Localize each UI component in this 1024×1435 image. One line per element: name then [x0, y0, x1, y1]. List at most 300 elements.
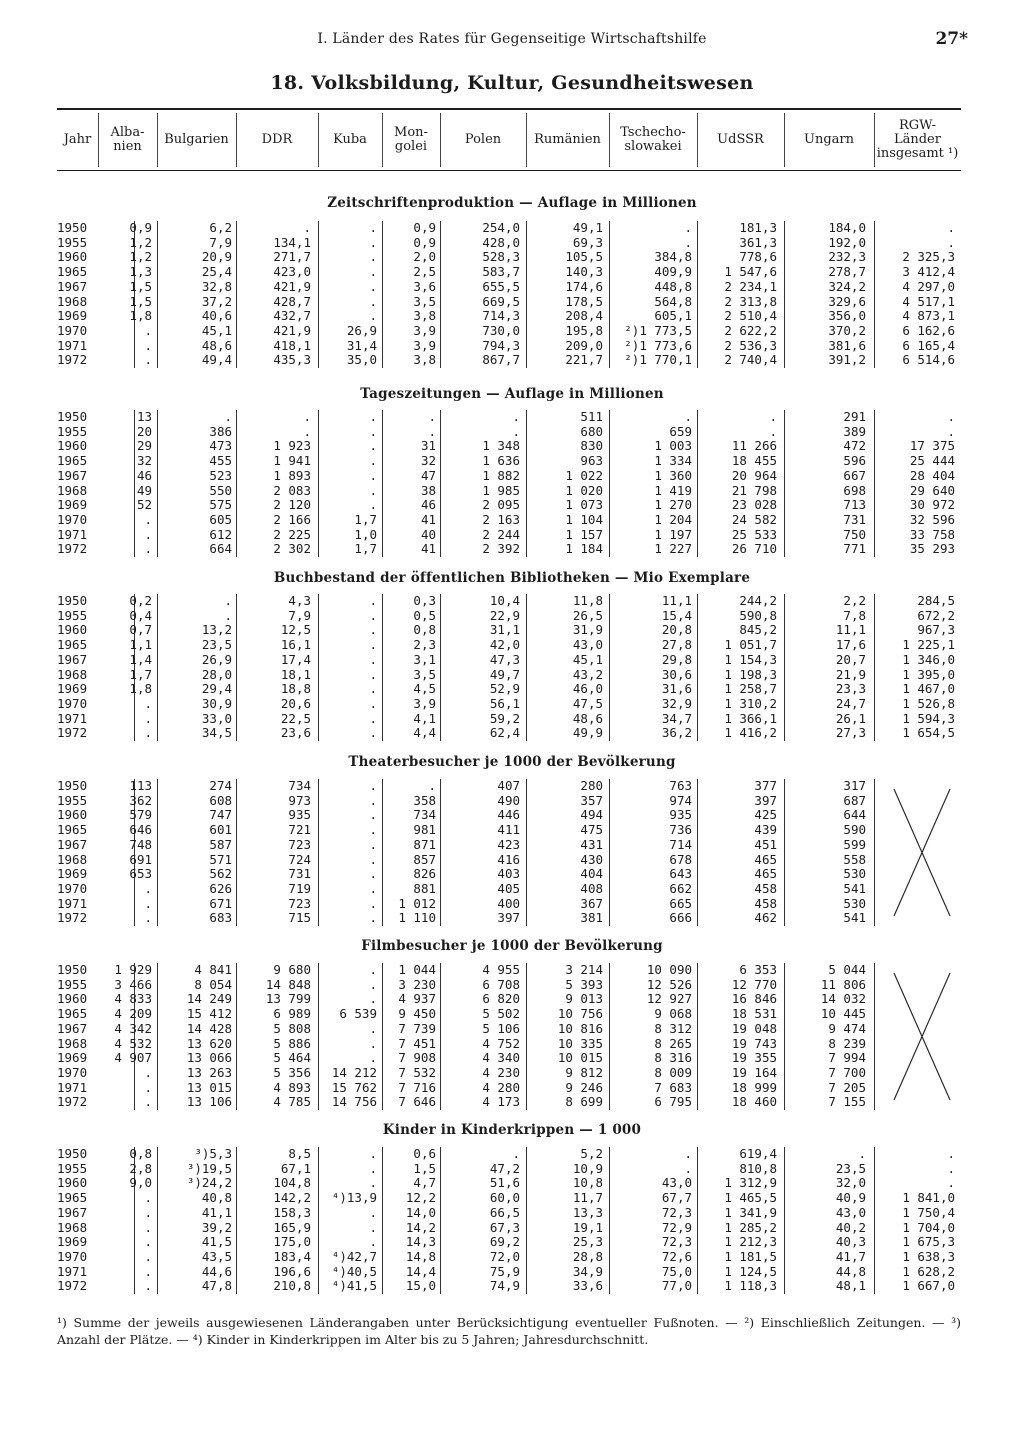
year-cell: 1968 [57, 293, 88, 309]
table-cell: 12 526 [646, 976, 692, 992]
table-cell: 6 165,4 [902, 337, 955, 353]
table-cell: 4 955 [482, 962, 520, 977]
year-cell: 1960 [57, 1175, 88, 1191]
year-cell: 1972 [57, 910, 88, 926]
year-cell: 1960 [57, 807, 88, 823]
table-cell: 34,7 [661, 710, 692, 726]
table-cell: 475 [580, 822, 603, 838]
table-cell: 8 699 [565, 1094, 603, 1110]
table-cell: 72,6 [661, 1248, 692, 1264]
table-cell: 48,1 [835, 1278, 866, 1294]
table-cell: 15 412 [186, 1006, 232, 1022]
year-cell: 1967 [57, 836, 88, 852]
table-cell: 46 [136, 467, 152, 483]
table-cell: 714 [669, 836, 692, 852]
table-cell: 1 258,7 [724, 681, 777, 697]
table-cell: 4 517,1 [902, 293, 955, 309]
table-cell: 10,8 [572, 1175, 603, 1191]
table-cell: 7 700 [828, 1064, 866, 1080]
table-cell: . [369, 1050, 377, 1066]
table-cell: 51,6 [489, 1175, 520, 1191]
table-cell: 662 [669, 880, 692, 896]
year-cell: 1971 [57, 1263, 88, 1279]
table-cell: . [369, 710, 377, 726]
table-cell: 370,2 [828, 322, 866, 338]
table-cell: 67,1 [280, 1160, 311, 1176]
table-cell: 11,1 [661, 593, 692, 608]
table-cell: 18 531 [731, 1006, 777, 1022]
table-cell: . [224, 593, 232, 608]
table-cell: 26 710 [731, 541, 777, 557]
table-cell: 5 886 [273, 1035, 311, 1051]
year-cell: 1950 [57, 220, 88, 235]
table-cell: 2 536,3 [724, 337, 777, 353]
table-cell: 1,0 [354, 526, 377, 542]
table-cell: 3,9 [413, 322, 436, 338]
table-cell: 1 929 [114, 962, 152, 977]
table-cell: 210,8 [273, 1278, 311, 1294]
table-cell: . [369, 681, 377, 697]
table-cell: 1,8 [129, 681, 152, 697]
table-cell: . [369, 866, 377, 882]
table-cell: . [369, 851, 377, 867]
year-cell: 1970 [57, 1248, 88, 1264]
column-divider [526, 113, 527, 167]
running-head: I. Länder des Rates für Gegenseitige Wirtschaftshilfe [317, 31, 707, 47]
table-cell: 473 [209, 438, 232, 454]
table-cell: 1,7 [129, 666, 152, 682]
table-cell: 23,5 [835, 1160, 866, 1176]
table-cell: 871 [413, 836, 436, 852]
table-cell: 587 [209, 836, 232, 852]
table-cell: 0,9 [413, 220, 436, 235]
table-cell: 20,9 [201, 249, 232, 265]
table-cell: 397 [497, 910, 520, 926]
table-cell: 41 [420, 541, 436, 557]
table-cell: 8 054 [194, 976, 232, 992]
table-cell: 41,7 [835, 1248, 866, 1264]
table-cell: 15,4 [661, 607, 692, 623]
table-cell: 244,2 [739, 593, 777, 608]
table-cell: . [369, 792, 377, 808]
table-cell: 4 937 [398, 991, 436, 1007]
table-cell: . [369, 695, 377, 711]
table-cell: 31,6 [661, 681, 692, 697]
table-cell: 9 068 [654, 1006, 692, 1022]
table-cell: . [369, 1219, 377, 1235]
table-cell: 407 [497, 778, 520, 793]
column-header: Tschecho- slowakei [620, 125, 686, 154]
table-cell: 1,5 [413, 1160, 436, 1176]
table-cell: 13,2 [201, 622, 232, 638]
table-cell: 20,7 [835, 651, 866, 667]
table-cell: . [512, 1146, 520, 1161]
table-cell: 142,2 [273, 1190, 311, 1206]
table-cell: 356,0 [828, 308, 866, 324]
table-cell: 2 225 [273, 526, 311, 542]
table-cell: 254,0 [482, 220, 520, 235]
table-cell: . [684, 220, 692, 235]
table-cell: . [369, 278, 377, 294]
table-cell: 472 [843, 438, 866, 454]
table-cell: 7 716 [398, 1079, 436, 1095]
table-cell: 209,0 [565, 337, 603, 353]
table-cell: 1 638,3 [902, 1248, 955, 1264]
table-cell: 731 [288, 866, 311, 882]
table-cell: 140,3 [565, 264, 603, 280]
table-cell: 46,0 [572, 681, 603, 697]
table-cell: 723 [288, 895, 311, 911]
table-cell: 20,6 [280, 695, 311, 711]
table-cell: 1 181,5 [724, 1248, 777, 1264]
table-cell: 75,9 [489, 1263, 520, 1279]
table-cell: . [769, 409, 777, 424]
table-cell: 963 [580, 453, 603, 469]
table-cell: 113 [129, 778, 152, 793]
table-cell: 271,7 [273, 249, 311, 265]
year-cell: 1960 [57, 249, 88, 265]
table-cell: 1 225,1 [902, 637, 955, 653]
table-cell: 4 342 [114, 1020, 152, 1036]
table-cell: 405 [497, 880, 520, 896]
table-cell: . [369, 220, 377, 235]
year-cell: 1955 [57, 423, 88, 439]
table-cell: 291 [843, 409, 866, 424]
table-cell: 3 230 [398, 976, 436, 992]
table-cell: 32,9 [661, 695, 692, 711]
table-cell: 1,2 [129, 249, 152, 265]
table-cell: 1 348 [482, 438, 520, 454]
table-cell: 748 [129, 836, 152, 852]
table-cell: 25,4 [201, 264, 232, 280]
table-cell: 1 636 [482, 453, 520, 469]
table-cell: 3,8 [413, 352, 436, 368]
table-cell: 104,8 [273, 1175, 311, 1191]
table-cell: 530 [843, 895, 866, 911]
column-divider [157, 113, 158, 167]
table-cell: . [224, 607, 232, 623]
table-cell: 11,1 [835, 622, 866, 638]
table-cell: 40 [420, 526, 436, 542]
table-cell: . [303, 423, 311, 439]
table-cell: 29 [136, 438, 152, 454]
table-cell: 44,6 [201, 1263, 232, 1279]
table-cell: 7 908 [398, 1050, 436, 1066]
table-cell: 14,4 [405, 1263, 436, 1279]
table-cell: 423,0 [273, 264, 311, 280]
table-cell: 18 999 [731, 1079, 777, 1095]
column-header: Bulgarien [164, 132, 229, 147]
table-cell: 0,3 [413, 593, 436, 608]
table-cell: 1 465,5 [724, 1190, 777, 1206]
table-cell: 31,9 [572, 622, 603, 638]
table-cell: 400 [497, 895, 520, 911]
column-header: Rumänien [534, 132, 601, 147]
year-cell: 1969 [57, 681, 88, 697]
table-cell: 10 445 [820, 1006, 866, 1022]
table-cell: 23,6 [280, 725, 311, 741]
table-cell: 27,8 [661, 637, 692, 653]
table-cell: 605 [209, 511, 232, 527]
table-cell: 196,6 [273, 1263, 311, 1279]
table-cell: 23,3 [835, 681, 866, 697]
table-cell: 7,9 [209, 234, 232, 250]
column-header: Kuba [333, 132, 367, 147]
year-cell: 1950 [57, 409, 88, 424]
table-cell: 208,4 [565, 308, 603, 324]
table-cell: 3,8 [413, 308, 436, 324]
table-cell: 183,4 [273, 1248, 311, 1264]
table-cell: 20 [136, 423, 152, 439]
table-cell: . [369, 1146, 377, 1161]
table-cell: 49,7 [489, 666, 520, 682]
table-cell: 1 419 [654, 482, 692, 498]
table-cell: 13 015 [186, 1079, 232, 1095]
table-cell: 0,8 [413, 622, 436, 638]
table-cell: 1 882 [482, 467, 520, 483]
table-cell: 329,6 [828, 293, 866, 309]
table-cell: 3,9 [413, 695, 436, 711]
year-cell: 1967 [57, 467, 88, 483]
table-cell: 9 812 [565, 1064, 603, 1080]
table-cell: 1 157 [565, 526, 603, 542]
table-cell: 184,0 [828, 220, 866, 235]
table-cell: 397 [754, 792, 777, 808]
table-cell: 719 [288, 880, 311, 896]
table-cell: 646 [129, 822, 152, 838]
year-cell: 1950 [57, 778, 88, 793]
table-cell: 43,0 [661, 1175, 692, 1191]
table-cell: 2 325,3 [902, 249, 955, 265]
table-cell: 680 [580, 423, 603, 439]
table-cell: 14 848 [265, 976, 311, 992]
year-cell: 1965 [57, 264, 88, 280]
table-cell: . [369, 1160, 377, 1176]
table-cell: 3,1 [413, 651, 436, 667]
table-cell: 5 502 [482, 1006, 520, 1022]
column-header: UdSSR [717, 132, 764, 147]
table-cell: 731 [843, 511, 866, 527]
table-cell: 181,3 [739, 220, 777, 235]
table-cell: 794,3 [482, 337, 520, 353]
year-cell: 1950 [57, 1146, 88, 1161]
table-cell: 75,0 [661, 1263, 692, 1279]
table-cell: . [369, 453, 377, 469]
table-cell: ²)1 773,5 [624, 322, 692, 338]
table-cell: 458 [754, 895, 777, 911]
table-cell: 8 312 [654, 1020, 692, 1036]
table-cell: 9 013 [565, 991, 603, 1007]
table-cell: 384,8 [654, 249, 692, 265]
table-cell: 2 313,8 [724, 293, 777, 309]
column-divider [440, 113, 441, 167]
table-cell: 357 [580, 792, 603, 808]
table-cell: 317 [843, 778, 866, 793]
table-cell: 56,1 [489, 695, 520, 711]
table-cell: 2,5 [413, 264, 436, 280]
table-cell: 4 873,1 [902, 308, 955, 324]
table-cell: . [369, 962, 377, 977]
table-cell: . [144, 541, 152, 557]
footnotes: ¹) Summe der jeweils ausgewiesenen Länderangaben unter Berücksichtigung eventueller Fußnoten. — ²) Einschließlich Zeitungen. — ³) Anzahl der Plätze. — ⁴) Kinder in Kinderkrippen im Alter bis zu 5 Jahren; Jahresdurchschnitt. [57, 1315, 961, 1347]
table-cell: 19 048 [731, 1020, 777, 1036]
table-cell: 49,1 [572, 220, 603, 235]
table-cell: 2 095 [482, 497, 520, 513]
table-cell: 42,0 [489, 637, 520, 653]
table-cell: 465 [754, 866, 777, 882]
table-cell: 935 [288, 807, 311, 823]
table-cell: 590,8 [739, 607, 777, 623]
year-cell: 1970 [57, 511, 88, 527]
table-cell: 7 205 [828, 1079, 866, 1095]
table-cell: . [369, 438, 377, 454]
table-cell: 713 [843, 497, 866, 513]
table-cell: 4 752 [482, 1035, 520, 1051]
table-cell: . [144, 880, 152, 896]
year-cell: 1960 [57, 991, 88, 1007]
table-cell: . [144, 337, 152, 353]
table-cell: ⁴)13,9 [331, 1190, 377, 1206]
table-cell: 38 [420, 482, 436, 498]
year-cell: 1972 [57, 1278, 88, 1294]
table-cell: 724 [288, 851, 311, 867]
table-cell: 12,5 [280, 622, 311, 638]
table-cell: 1 467,0 [902, 681, 955, 697]
table-cell: . [144, 725, 152, 741]
table-cell: 30 972 [909, 497, 955, 513]
table-cell: 195,8 [565, 322, 603, 338]
table-cell: ³)5,3 [194, 1146, 232, 1161]
table-cell: 0,6 [413, 1146, 436, 1161]
table-cell: 494 [580, 807, 603, 823]
table-cell: . [144, 1278, 152, 1294]
table-cell: 1 923 [273, 438, 311, 454]
table-cell: ⁴)40,5 [331, 1263, 377, 1279]
table-cell: 411 [497, 822, 520, 838]
table-cell: . [369, 991, 377, 1007]
table-cell: 31,1 [489, 622, 520, 638]
table-cell: 4 230 [482, 1064, 520, 1080]
year-cell: 1967 [57, 651, 88, 667]
table-cell: 7 739 [398, 1020, 436, 1036]
year-cell: 1955 [57, 1160, 88, 1176]
table-cell: . [369, 976, 377, 992]
table-cell: 750 [843, 526, 866, 542]
table-cell: 1 012 [398, 895, 436, 911]
table-cell: 967,3 [917, 622, 955, 638]
table-cell: 1 154,3 [724, 651, 777, 667]
table-cell: . [684, 1160, 692, 1176]
table-cell: 2,0 [413, 249, 436, 265]
table-cell: 13 799 [265, 991, 311, 1007]
table-cell: 1 594,3 [902, 710, 955, 726]
table-cell: 2,2 [843, 593, 866, 608]
table-cell: 558 [843, 851, 866, 867]
table-cell: 7 683 [654, 1079, 692, 1095]
table-cell: 77,0 [661, 1278, 692, 1294]
table-cell: 1 675,3 [902, 1234, 955, 1250]
table-cell: 683 [209, 910, 232, 926]
table-cell: 418,1 [273, 337, 311, 353]
table-cell: 6 708 [482, 976, 520, 992]
table-cell: 714,3 [482, 308, 520, 324]
table-cell: 47 [420, 467, 436, 483]
section-title: Zeitschriftenproduktion — Auflage in Millionen [327, 195, 697, 211]
table-cell: 771 [843, 541, 866, 557]
table-cell: 43,2 [572, 666, 603, 682]
table-cell: . [369, 1204, 377, 1220]
column-divider [318, 113, 319, 167]
year-cell: 1972 [57, 1094, 88, 1110]
table-cell: 523 [209, 467, 232, 483]
table-cell: 1 841,0 [902, 1190, 955, 1206]
table-cell: 17 375 [909, 438, 955, 454]
table-cell: 541 [843, 910, 866, 926]
table-cell: 36,2 [661, 725, 692, 741]
table-cell: 28,8 [572, 1248, 603, 1264]
table-cell: 571 [209, 851, 232, 867]
table-cell: 14,8 [405, 1248, 436, 1264]
table-cell: 284,5 [917, 593, 955, 608]
table-cell: 2 120 [273, 497, 311, 513]
table-cell: 778,6 [739, 249, 777, 265]
table-cell: 9 246 [565, 1079, 603, 1095]
table-cell: . [369, 409, 377, 424]
table-cell: 16 846 [731, 991, 777, 1007]
table-cell: 17,6 [835, 637, 866, 653]
table-cell: 10 335 [557, 1035, 603, 1051]
table-cell: 14 249 [186, 991, 232, 1007]
table-cell: 6,2 [209, 220, 232, 235]
table-cell: 612 [209, 526, 232, 542]
table-cell: 14,3 [405, 1234, 436, 1250]
table-cell: 0,5 [413, 607, 436, 623]
table-cell: 599 [843, 836, 866, 852]
table-cell: 428,7 [273, 293, 311, 309]
table-cell: 7 994 [828, 1050, 866, 1066]
table-cell: 2 392 [482, 541, 520, 557]
year-cell: 1971 [57, 337, 88, 353]
table-cell: 687 [843, 792, 866, 808]
table-cell: 448,8 [654, 278, 692, 294]
table-cell: 10 816 [557, 1020, 603, 1036]
table-cell: 18,1 [280, 666, 311, 682]
table-cell: 1 360 [654, 467, 692, 483]
table-cell: 47,3 [489, 651, 520, 667]
table-cell: 11 266 [731, 438, 777, 454]
table-cell: . [224, 409, 232, 424]
table-cell: 389 [843, 423, 866, 439]
table-cell: 6 820 [482, 991, 520, 1007]
table-cell: 9 450 [398, 1006, 436, 1022]
year-cell: 1971 [57, 895, 88, 911]
table-cell: 381,6 [828, 337, 866, 353]
column-header: DDR [261, 132, 293, 147]
table-cell: 9 680 [273, 962, 311, 977]
year-cell: 1965 [57, 1190, 88, 1206]
table-cell: 1 022 [565, 467, 603, 483]
table-cell: 67,7 [661, 1190, 692, 1206]
table-cell: 3 412,4 [902, 264, 955, 280]
table-cell: 13,3 [572, 1204, 603, 1220]
table-cell: 435,3 [273, 352, 311, 368]
table-cell: 25 444 [909, 453, 955, 469]
table-cell: 665 [669, 895, 692, 911]
table-cell: 2 244 [482, 526, 520, 542]
table-cell: 857 [413, 851, 436, 867]
table-cell: . [858, 1146, 866, 1161]
table-cell: 1 184 [565, 541, 603, 557]
